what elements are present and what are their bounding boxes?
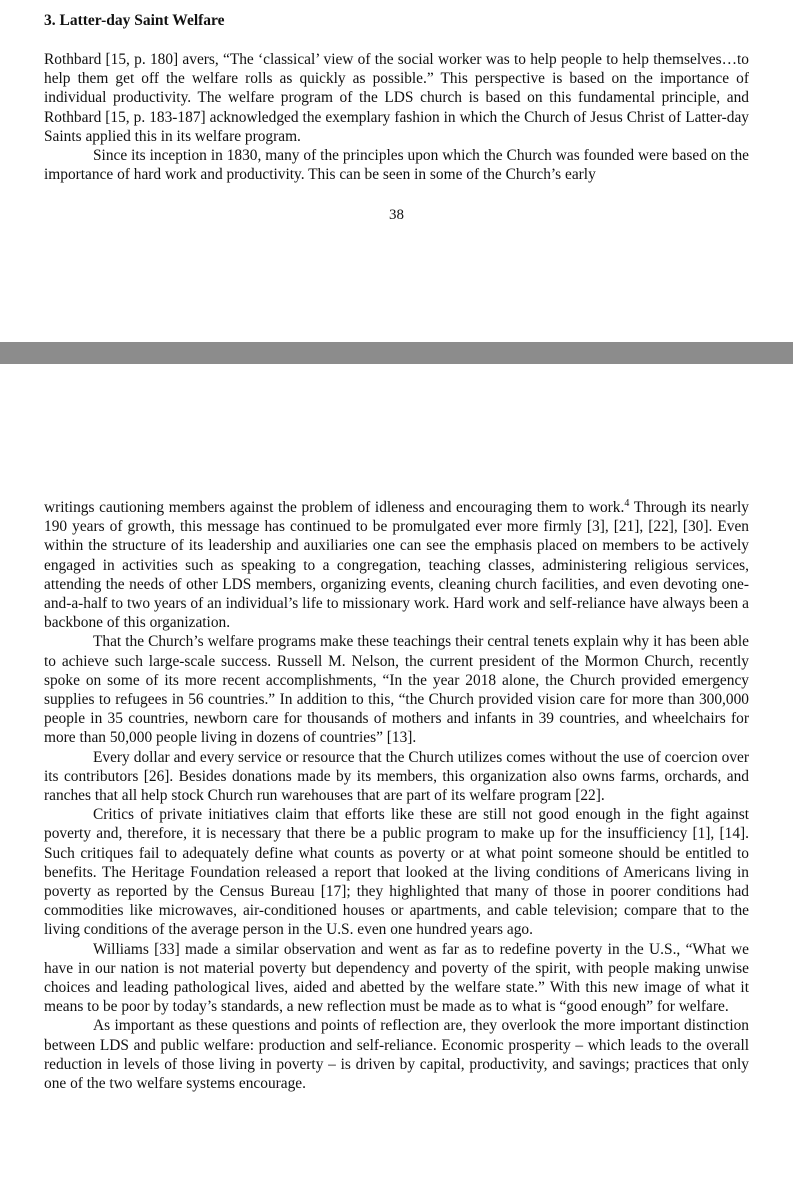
paragraph: Since its inception in 1830, many of the principles upon which the Church was founded were based on the importance of hard work and productivity. This can be seen in some of the Church’s early	[44, 147, 749, 184]
paragraph: Williams [33] made a similar observation and went as far as to redefine poverty in the U.S., “What we have in our nation is not material poverty but dependency and poverty of the spirit, with people making unwise choices and leading pathological lives, aided and abetted by the welfare state.” With this new image of what it means to be poor by today’s standards, a new reflection must be made as to what is “good enough” for welfare.	[44, 940, 749, 1016]
paragraph: As important as these questions and points of reflection are, they overlook the more important distinction between LDS and public welfare: production and self-reliance. Economic prosperity – which leads to the overall reduction in levels of those living in poverty – is driven by capital, productivity, and savings; practices that only one of the two welfare systems encourage.	[44, 1017, 749, 1093]
paragraph: That the Church’s welfare programs make these teachings their central tenets explain why it has been able to achieve such large-scale success. Russell M. Nelson, the current president of the Mormon Church, recently spoke on some of its more recent accomplishments, “In the year 2018 alone, the Church provided emergency supplies to refugees in 56 countries.” In addition to this, “the Church provided vision care for more than 300,000 people in 35 countries, newborn care for thousands of mothers and infants in 39 countries, and wheelchairs for more than 50,000 people living in dozens of countries” [13].	[44, 633, 749, 747]
page-number: 38	[389, 207, 404, 223]
paragraph: Rothbard [15, p. 180] avers, “The ‘classical’ view of the social worker was to help people to help themselves…to help them get off the welfare rolls as quickly as possible.” This perspective is based on the importance of individual productivity. The welfare program of the LDS church is based on this fundamental principle, and Rothbard [15, p. 183-187] acknowledged the exemplary fashion in which the Church of Jesus Christ of Latter-day Saints applied this in its welfare program.	[44, 51, 749, 145]
footnote-marker: 4	[624, 497, 630, 509]
bottom-body-text	[44, 498, 749, 1093]
section-heading: 3. Latter-day Saint Welfare	[44, 12, 225, 29]
paragraph-text: writings cautioning members against the problem of idleness and encouraging them to work.	[44, 499, 625, 516]
paragraph-text: Through its nearly 190 years of growth, this message has continued to be promulgated ever more firmly [3], [21], [22], [30]. Even within the structure of its leadership and auxiliaries one can see the emphasis placed on members to be actively engaged in activities such as speaking to a congregation, teaching classes, administering religious services, attending the needs of other LDS members, organizing events, cleaning church facilities, and even devoting one-and-a-half to two years of an individual’s life to missionary work. Hard work and self-reliance have always been a backbone of this organization.	[44, 499, 750, 632]
page-break-divider	[0, 342, 793, 364]
top-body-text	[44, 50, 749, 184]
page-top	[0, 0, 793, 342]
paragraph: Critics of private initiatives claim that efforts like these are still not good enough in the fight against poverty and, therefore, it is necessary that there be a public program to make up for the insufficiency [1], [14]. Such critiques fail to adequately define what counts as poverty or at what point someone should be entitled to benefits. The Heritage Foundation released a report that looked at the living conditions of Americans living in poverty as reported by the Census Bureau [17]; they highlighted that many of those in poorer conditions had commodities like microwaves, air-conditioned houses or apartments, and cable television; compare that to the living conditions of the average person in the U.S. even one hundred years ago.	[44, 806, 749, 939]
page-bottom	[0, 364, 793, 1200]
paragraph	[44, 498, 749, 632]
paragraph: Every dollar and every service or resource that the Church utilizes comes without the use of coercion over its contributors [26]. Besides donations made by its members, this organization also owns farms, orchards, and ranches that all help stock Church run warehouses that are part of its welfare program [22].	[44, 748, 749, 805]
